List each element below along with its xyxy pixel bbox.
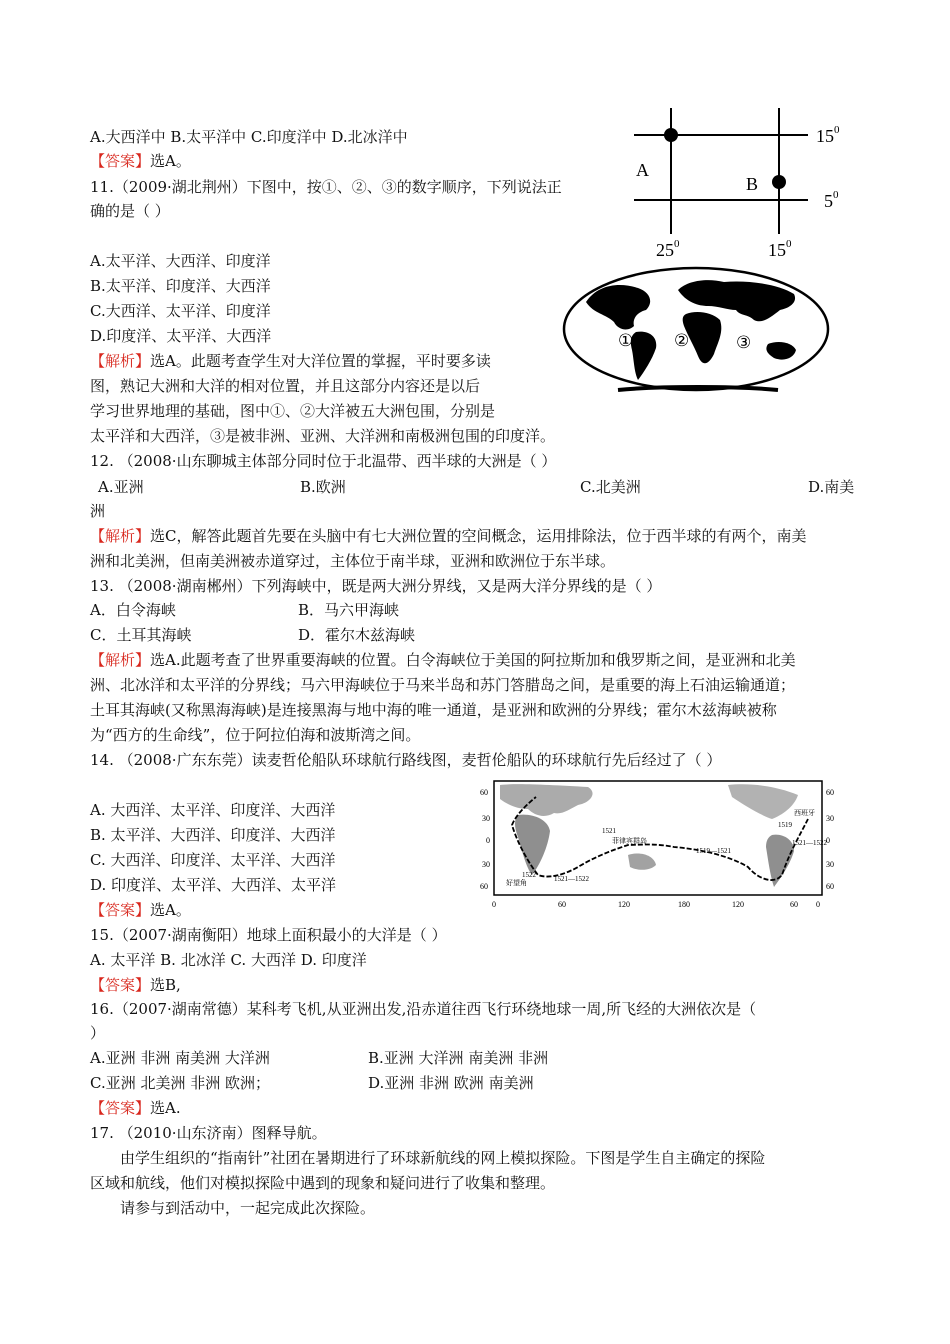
q13-option-c: C．土耳其海峡 <box>90 626 192 644</box>
q16-stem: 16.（2007·湖南常德）某科考飞机,从亚洲出发,沿赤道往西飞行环绕地球一周,所飞经的大洲依次是（ <box>90 1000 757 1018</box>
lon-tick: 120 <box>618 900 630 909</box>
q13-analysis-line1 <box>90 649 796 671</box>
lat-label-5: $5^0$ <box>824 189 839 211</box>
q11-option-a: A.太平洋、大西洋、印度洋 <box>90 252 271 270</box>
point-a-marker <box>664 128 678 142</box>
lat-tick-left: 60 <box>480 882 488 891</box>
lat-tick-right: 30 <box>826 814 834 823</box>
analysis-text: 选A。此题考查学生对大洋位置的掌握，平时要多读 <box>150 352 491 370</box>
ocean-label-2: ② <box>674 331 690 350</box>
map-label: 1519 <box>778 821 792 829</box>
lat-tick-right: 0 <box>826 836 830 845</box>
lon-tick: 120 <box>732 900 744 909</box>
q14-stem: 14. （2008·广东东莞）读麦哲伦船队环球航行路线图，麦哲伦船队的环球航行先后经过了（ ） <box>90 751 722 769</box>
q11-analysis-line1 <box>90 350 491 372</box>
q11-option-d: D.印度洋、太平洋、大西洋 <box>90 327 272 345</box>
q12-analysis-line1 <box>90 525 807 547</box>
lon-tick: 180 <box>678 900 690 909</box>
q12-stem: 12. （2008·山东聊城主体部分同时位于北温带、西半球的大洲是（ ） <box>90 452 557 470</box>
q13-analysis-line4: 为“西方的生命线”，位于阿拉伯海和波斯湾之间。 <box>90 726 421 744</box>
ocean-label-3: ③ <box>736 333 752 352</box>
lat-tick-right: 60 <box>826 882 834 891</box>
map-label: 菲律宾群岛 <box>612 837 647 845</box>
q16-option-d: D.亚洲 非洲 欧洲 南美洲 <box>368 1074 534 1092</box>
lat-tick-right: 60 <box>826 788 834 797</box>
q12-option-c: C.北美洲 <box>580 478 641 496</box>
q14-option-d: D. 印度洋、太平洋、大西洋、太平洋 <box>90 876 337 894</box>
analysis-text: 选A.此题考查了世界重要海峡的位置。白令海峡位于美国的阿拉斯加和俄罗斯之间，是亚洲和北美 <box>150 651 796 669</box>
world-oval-map <box>558 262 834 396</box>
q11-stem-line2: 确的是（ ） <box>90 202 170 220</box>
q17-paragraph2: 请参与到活动中，一起完成此次探险。 <box>120 1199 376 1217</box>
answer-tag: 【答案】 <box>90 901 151 919</box>
q11-analysis-line3: 学习世界地理的基础，图中①、②大洋被五大洲包围，分别是 <box>90 402 496 420</box>
lat-label-15: $15^0$ <box>816 124 840 146</box>
lat-tick-left: 30 <box>482 860 490 869</box>
q14-option-b: B. 太平洋、大西洋、印度洋、大西洋 <box>90 826 336 844</box>
map-label: 西班牙 <box>794 809 815 817</box>
lat-tick-left: 0 <box>486 836 490 845</box>
lat-lon-grid-diagram <box>628 104 868 262</box>
magellan-route-map <box>478 775 840 915</box>
lon-tick: 60 <box>558 900 566 909</box>
q14-option-c: C. 大西洋、印度洋、太平洋、大西洋 <box>90 851 336 869</box>
q12-option-d-wrap: 洲 <box>90 502 106 520</box>
map-label: 1519—1521 <box>696 847 731 855</box>
q12-analysis-line2: 洲和北美洲，但南美洲被赤道穿过，主体位于南半球，亚洲和欧洲位于东半球。 <box>90 552 616 570</box>
q16-option-c: C.亚洲 北美洲 非洲 欧洲； <box>90 1074 271 1092</box>
q12-option-a: A.亚洲 <box>98 478 144 496</box>
q11-option-c: C.大西洋、太平洋、印度洋 <box>90 302 271 320</box>
map-label: 1521—1522 <box>792 839 827 847</box>
answer-tag: 【答案】 <box>90 152 151 170</box>
point-b-marker <box>772 175 786 189</box>
analysis-tag: 【解析】 <box>90 352 151 370</box>
answer-text: 选A. <box>150 1099 181 1117</box>
lat-tick-left: 30 <box>482 814 490 823</box>
q11-option-b: B.太平洋、印度洋、大西洋 <box>90 277 271 295</box>
q14-option-a: A. 大西洋、太平洋、印度洋、大西洋 <box>90 801 336 819</box>
q16-option-b: B.亚洲 大洋洲 南美洲 非洲 <box>368 1049 549 1067</box>
q13-option-d: D．霍尔木兹海峡 <box>298 626 416 644</box>
q16-answer <box>90 1097 181 1119</box>
answer-text: 选B, <box>150 976 181 994</box>
answer-tag: 【答案】 <box>90 1099 151 1117</box>
q13-analysis-line2: 洲、北冰洋和太平洋的分界线；马六甲海峡位于马来半岛和苏门答腊岛之间，是重要的海上石油运输通道； <box>90 676 796 694</box>
q13-stem: 13. （2008·湖南郴州）下列海峡中，既是两大洲分界线，又是两大洋分界线的是（ ） <box>90 577 662 595</box>
answer-text: 选A。 <box>150 152 191 170</box>
q11-analysis-line4: 太平洋和大西洋，③是被非洲、亚洲、大洋洲和南极洲包围的印度洋。 <box>90 427 556 445</box>
q10-options: A.大西洋中 B.太平洋中 C.印度洋中 D.北冰洋中 <box>90 128 408 146</box>
lon-label-25: $25^0$ <box>656 238 680 260</box>
map-label: 1522 <box>522 871 536 879</box>
answer-text: 选A。 <box>150 901 191 919</box>
point-b-label: B <box>746 174 759 194</box>
map-label: 1521—1522 <box>554 875 589 883</box>
point-a-label: A <box>636 160 649 180</box>
q11-stem-line1: 11.（2009·湖北荆州）下图中，按①、②、③的数字顺序，下列说法正 <box>90 178 562 196</box>
ocean-label-1: ① <box>618 331 634 350</box>
q13-option-a: A．白令海峡 <box>90 601 176 619</box>
q16-stem-wrap: ） <box>90 1024 106 1042</box>
map-label: 1521 <box>602 827 616 835</box>
q13-analysis-line3: 土耳其海峡(又称黑海海峡)是连接黑海与地中海的唯一通道，是亚洲和欧洲的分界线；霍尔木兹海峡被称 <box>90 701 777 719</box>
q16-option-a: A.亚洲 非洲 南美洲 大洋洲 <box>90 1049 270 1067</box>
q13-option-b: B．马六甲海峡 <box>298 601 400 619</box>
q15-options: A. 太平洋 B. 北冰洋 C. 大西洋 D. 印度洋 <box>90 951 367 969</box>
analysis-text: 选C，解答此题首先要在头脑中有七大洲位置的空间概念，运用排除法，位于西半球的有两个，南美 <box>150 527 807 545</box>
map-label: 好望角 <box>506 879 527 887</box>
lon-label-15: $15^0$ <box>768 238 792 260</box>
q15-stem: 15.（2007·湖南衡阳）地球上面积最小的大洋是（ ） <box>90 926 447 944</box>
q10-answer <box>90 150 191 172</box>
lon-tick: 0 <box>816 900 820 909</box>
q17-stem: 17. （2010·山东济南）图释导航。 <box>90 1124 327 1142</box>
q12-option-d: D.南美 <box>808 478 855 496</box>
lat-tick-left: 60 <box>480 788 488 797</box>
lon-tick: 0 <box>492 900 496 909</box>
q12-option-b: B.欧洲 <box>300 478 346 496</box>
q11-analysis-line2: 图，熟记大洲和大洋的相对位置，并且这部分内容还是以后 <box>90 377 481 395</box>
analysis-tag: 【解析】 <box>90 527 151 545</box>
q17-paragraph1-line2: 区域和航线，他们对模拟探险中遇到的现象和疑问进行了收集和整理。 <box>90 1174 556 1192</box>
lat-tick-right: 30 <box>826 860 834 869</box>
q14-answer <box>90 899 191 921</box>
analysis-tag: 【解析】 <box>90 651 151 669</box>
answer-tag: 【答案】 <box>90 976 151 994</box>
q15-answer <box>90 974 181 996</box>
q17-paragraph1-line1: 由学生组织的“指南针”社团在暑期进行了环球新航线的网上模拟探险。下图是学生自主确定的探险 <box>120 1149 766 1167</box>
lon-tick: 60 <box>790 900 798 909</box>
